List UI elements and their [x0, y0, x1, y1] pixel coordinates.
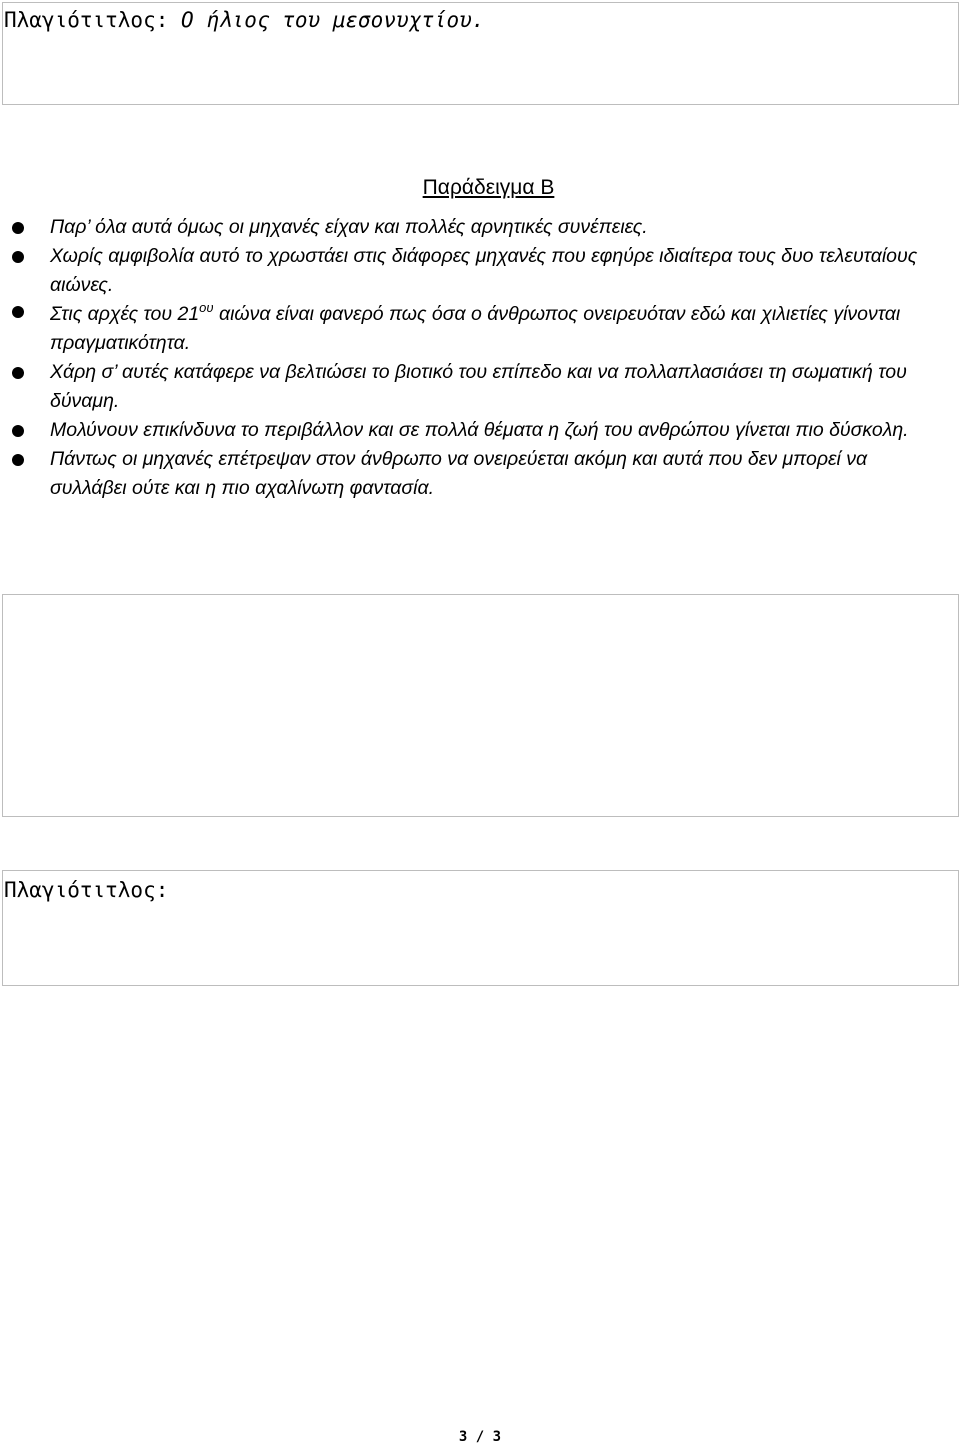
list-item-text: Παρ’ όλα αυτά όμως οι μηχανές είχαν και πολλές αρνητικές συνέπειες. — [50, 216, 648, 238]
ordinal-superscript: ου — [199, 300, 214, 315]
subtitle-label: Πλαγιότιτλος: — [4, 878, 169, 902]
list-item-text: Χάρη σ’ αυτές κατάφερε να βελτιώσει το βιοτικό του επίπεδο και να πολλαπλασιάσει τη σωματική του δύναμη. — [50, 361, 907, 412]
list-item-text: Μολύνουν επικίνδυνα το περιβάλλον και σε πολλά θέματα η ζωή του ανθρώπου γίνεται πιο δύσκολη. — [50, 419, 909, 441]
list-item — [12, 358, 947, 416]
list-item-text: Χωρίς αμφιβολία αυτό το χρωστάει στις διάφορες μηχανές που εφηύρε ιδιαίτερα τους δυο τελευταίους αιώνες. — [50, 245, 918, 296]
list-item — [12, 242, 947, 300]
subtitle-line-1 — [4, 10, 484, 31]
list-item — [12, 445, 947, 503]
list-item — [12, 213, 947, 242]
example-heading: Παράδειγμα Β — [422, 176, 555, 199]
page-number: 3 / 3 — [458, 1429, 502, 1445]
list-item-text-before: Στις αρχές του 21 — [50, 303, 200, 325]
bullet-icon — [12, 367, 24, 379]
list-item — [12, 416, 947, 445]
bullet-icon — [12, 454, 24, 466]
subtitle-line-2 — [4, 880, 168, 901]
subtitle-label: Πλαγιότιτλος: — [4, 8, 169, 32]
subtitle-answer: Ο ήλιος του μεσονυχτίου. — [181, 8, 485, 32]
bullet-icon — [12, 425, 24, 437]
list-item-text: Πάντως οι μηχανές επέτρεψαν στον άνθρωπο να ονειρεύεται ακόμη και αυτά που δεν μπορεί να συλλάβει ούτε και η πιο αχαλίνωτη φαντασία. — [50, 448, 868, 499]
list-item — [12, 300, 947, 358]
example-bullet-list — [12, 213, 947, 503]
empty-answer-box — [2, 594, 959, 817]
list-item-text-after: αιώνα είναι φανερό πως όσα ο άνθρωπος ονειρευόταν εδώ και χιλιετίες γίνονται πραγματικότητα. — [50, 303, 901, 354]
bullet-icon — [12, 306, 24, 318]
bullet-icon — [12, 222, 24, 234]
bullet-icon — [12, 251, 24, 263]
